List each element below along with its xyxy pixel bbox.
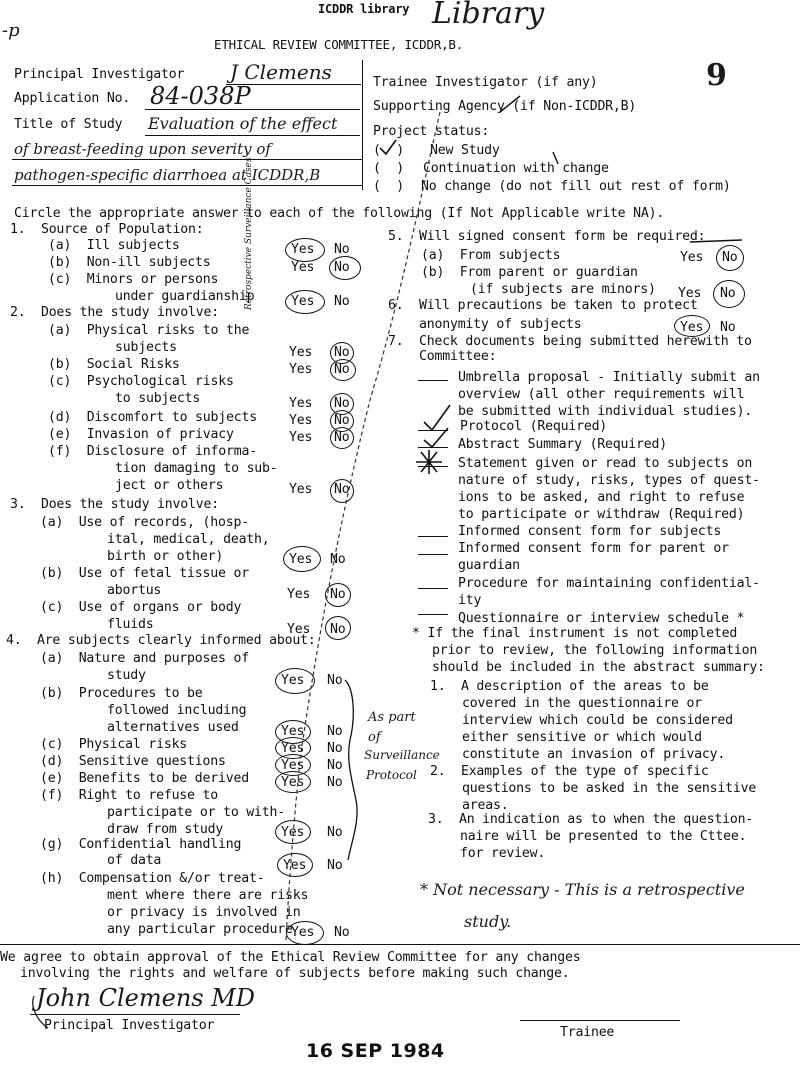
status-checkbox-continuation[interactable]: ( )	[373, 161, 404, 176]
status-continuation-label: Continuation with change	[423, 161, 609, 176]
q4f2: participate or to with-	[107, 805, 286, 820]
footnote-star-3: should be included in the abstract summary:	[432, 660, 765, 675]
doc-questionnaire: Questionnaire or interview schedule *	[458, 611, 745, 626]
q2d-no[interactable]: No	[334, 413, 350, 428]
q6b: anonymity of subjects	[419, 317, 582, 332]
item-1: 1. A description of the areas to be	[430, 679, 709, 694]
q4b: (b) Procedures to be	[40, 686, 203, 701]
q2e-yes[interactable]: Yes	[289, 430, 313, 445]
status-checkbox-new[interactable]: ( )	[373, 143, 404, 158]
q4c: (c) Physical risks	[40, 737, 188, 752]
q6-yes[interactable]: Yes	[680, 320, 704, 335]
doc-consent-parent-2: guardian	[458, 558, 520, 573]
item-2b: questions to be asked in the sensitive	[462, 781, 757, 796]
pi-label: Principal Investigator	[14, 67, 185, 82]
q1b: (b) Non-ill subjects	[48, 255, 211, 270]
q4a-no[interactable]: No	[327, 673, 343, 688]
q4b-yes[interactable]: Yes	[281, 724, 305, 739]
q4g-no[interactable]: No	[327, 858, 343, 873]
q2d: (d) Discomfort to subjects	[48, 410, 257, 425]
q5b-no[interactable]: No	[720, 286, 736, 301]
q2b-no[interactable]: No	[334, 362, 350, 377]
statement-star	[416, 450, 442, 474]
q2f3: ject or others	[115, 478, 224, 493]
doc-umbrella-2: overview (all other requirements will	[458, 387, 745, 402]
q4f-no[interactable]: No	[327, 825, 343, 840]
doc-abstract: Abstract Summary (Required)	[458, 437, 667, 452]
q4-note-line-1: As part	[368, 710, 416, 725]
q5b2: (if subjects are minors)	[470, 282, 656, 297]
doc-statement-4: to participate or withdraw (Required)	[458, 507, 745, 522]
date-stamp: 16 SEP 1984	[306, 1040, 445, 1062]
q4-note-line-3: Surveillance	[364, 748, 440, 762]
q5b-yes[interactable]: Yes	[678, 286, 702, 301]
q4d: (d) Sensitive questions	[40, 754, 226, 769]
q2a: (a) Physical risks to the	[48, 323, 250, 338]
library-stamp: ICDDR library	[318, 2, 410, 16]
q4b-no[interactable]: No	[327, 724, 343, 739]
q1c-yes[interactable]: Yes	[291, 294, 315, 309]
q6-no[interactable]: No	[720, 320, 736, 335]
q1b-no[interactable]: No	[334, 260, 350, 275]
handwritten-note-2: study.	[464, 912, 512, 931]
q1b-yes[interactable]: Yes	[291, 260, 315, 275]
q4b2: followed including	[107, 703, 247, 718]
q4-note-line-2: of	[368, 730, 381, 745]
item-1c: interview which could be considered	[462, 713, 733, 728]
signature-flourish	[33, 996, 48, 1028]
agency-label: Supporting Agency (if Non-ICDDR,B)	[373, 99, 637, 114]
doc-confidentiality: Procedure for maintaining confidential-	[458, 576, 760, 591]
q2f-yes[interactable]: Yes	[289, 482, 313, 497]
q2c: (c) Psychological risks	[48, 374, 234, 389]
item-1b: covered in the questionnaire or	[462, 696, 702, 711]
q2e-no[interactable]: No	[334, 430, 350, 445]
q2c-no[interactable]: No	[334, 396, 350, 411]
q1c: (c) Minors or persons	[48, 272, 219, 287]
q4h3: or privacy is involved in	[107, 905, 301, 920]
footnote-star-2: prior to review, the following information	[432, 643, 758, 658]
doc-statement-2: nature of study, risks, types of quest-	[458, 473, 760, 488]
q4h: (h) Compensation &/or treat-	[40, 871, 265, 886]
q3c2: fluids	[107, 617, 154, 632]
q2a2: subjects	[115, 340, 177, 355]
q4h-no[interactable]: No	[334, 925, 350, 940]
project-status-label: Project status:	[373, 124, 490, 139]
q2a-no[interactable]: No	[334, 345, 350, 360]
agreement-line-1: We agree to obtain approval of the Ethical Review Committee for any changes	[0, 950, 581, 965]
q3: 3. Does the study involve:	[10, 497, 219, 512]
q3c-no[interactable]: No	[330, 622, 346, 637]
q4e-yes[interactable]: Yes	[281, 775, 305, 790]
q4h-yes[interactable]: Yes	[291, 925, 315, 940]
q4e-no[interactable]: No	[327, 775, 343, 790]
q3a3: birth or other)	[107, 549, 224, 564]
item-1e: constitute an invasion of privacy.	[462, 747, 726, 762]
number-mark: 9	[706, 58, 727, 93]
q1a: (a) Ill subjects	[48, 238, 180, 253]
q1-margin-note: Retrospective Surveillance Cases	[244, 157, 254, 310]
q4f: (f) Right to refuse to	[40, 788, 219, 803]
application-label: Application No.	[14, 91, 131, 106]
abstract-check	[424, 428, 448, 447]
q4d-yes[interactable]: Yes	[281, 758, 305, 773]
doc-consent-subjects: Informed consent form for subjects	[458, 524, 722, 539]
na-underline	[690, 240, 742, 242]
pi-value: J Clemens	[230, 60, 332, 84]
q3c: (c) Use of organs or body	[40, 600, 242, 615]
q4-brace	[345, 680, 357, 860]
handwritten-note-1: * Not necessary - This is a retrospective	[420, 880, 745, 899]
q3c-yes[interactable]: Yes	[287, 622, 311, 637]
q4f-yes[interactable]: Yes	[281, 825, 305, 840]
q2b: (b) Social Risks	[48, 357, 180, 372]
q3a: (a) Use of records, (hosp-	[40, 515, 249, 530]
q2e: (e) Invasion of privacy	[48, 427, 234, 442]
trainee-label: Trainee Investigator (if any)	[373, 75, 598, 90]
item-3c: for review.	[460, 846, 546, 861]
q6: 6. Will precautions be taken to protect	[388, 298, 698, 313]
doc-protocol: Protocol (Required)	[460, 419, 608, 434]
q4a: (a) Nature and purposes of	[40, 651, 249, 666]
q4b3: alternatives used	[107, 720, 239, 735]
title-label: Title of Study	[14, 117, 123, 132]
title-value-1: Evaluation of the effect	[148, 114, 338, 133]
q5a: (a) From subjects	[421, 248, 561, 263]
q3a-no[interactable]: No	[330, 552, 346, 567]
doc-statement: Statement given or read to subjects on	[458, 456, 753, 471]
q4a2: study	[107, 668, 146, 683]
q4h4: any particular procedure	[107, 922, 293, 937]
q1a-yes[interactable]: Yes	[291, 242, 315, 257]
form-title: ETHICAL REVIEW COMMITTEE, ICDDR,B.	[214, 37, 464, 52]
q3a2: ital, medical, death,	[107, 532, 270, 547]
q1c2: under guardianship	[115, 289, 255, 304]
q5: 5. Will signed consent form be required:	[388, 229, 706, 244]
item-2c: areas.	[462, 798, 509, 813]
q3b-yes[interactable]: Yes	[287, 587, 311, 602]
item-3: 3. An indication as to when the question-	[428, 812, 754, 827]
status-no-change-label: No change (do not fill out rest of form)	[421, 179, 731, 194]
q3b: (b) Use of fetal tissue or	[40, 566, 249, 581]
status-new-label: New Study	[430, 143, 500, 158]
q3b-no[interactable]: No	[330, 587, 346, 602]
doc-confidentiality-2: ity	[458, 593, 482, 608]
library-handwritten: Library	[432, 0, 545, 31]
doc-umbrella-3: be submitted with individual studies).	[458, 404, 753, 419]
doc-umbrella: Umbrella proposal - Initially submit an	[458, 370, 760, 385]
footnote-star: * If the final instrument is not completed	[412, 626, 738, 641]
doc-statement-3: ions to be asked, and right to refuse	[458, 490, 745, 505]
q4g: (g) Confidential handling	[40, 837, 242, 852]
q5a-yes[interactable]: Yes	[680, 250, 704, 265]
q3a-yes[interactable]: Yes	[289, 552, 313, 567]
item-3b: naire will be presented to the Cttee.	[460, 829, 747, 844]
q4: 4. Are subjects clearly informed about:	[6, 633, 316, 648]
new-study-check	[380, 140, 396, 154]
agency-slash	[500, 96, 520, 112]
q4c-yes[interactable]: Yes	[281, 741, 305, 756]
pi-signature: John Clemens MD	[36, 984, 256, 1012]
status-checkbox-no-change[interactable]: ( )	[373, 179, 404, 194]
q2c-yes[interactable]: Yes	[289, 396, 313, 411]
protocol-check	[424, 405, 450, 430]
q4e: (e) Benefits to be derived	[40, 771, 249, 786]
q2a-yes[interactable]: Yes	[289, 345, 313, 360]
q4c-no[interactable]: No	[327, 741, 343, 756]
q2f: (f) Disclosure of informa-	[48, 444, 257, 459]
instruction: Circle the appropriate answer to each of the following (If Not Applicable write NA).	[14, 206, 665, 221]
title-value-3: pathogen-specific diarrhoea at ICDDR,B	[14, 166, 321, 184]
q2d-yes[interactable]: Yes	[289, 413, 313, 428]
q2: 2. Does the study involve:	[10, 305, 219, 320]
corner-mark: -p	[2, 20, 20, 41]
diagonal-strike	[286, 112, 440, 940]
q7b: Committee:	[419, 349, 497, 364]
q5b: (b) From parent or guardian	[421, 265, 638, 280]
item-2: 2. Examples of the type of specific	[430, 764, 709, 779]
q4a-yes[interactable]: Yes	[281, 673, 305, 688]
item-1d: either sensitive or which would	[462, 730, 702, 745]
q5a-no[interactable]: No	[722, 250, 738, 265]
q7: 7. Check documents being submitted herewith to	[388, 334, 752, 349]
q2f2: tion damaging to sub-	[115, 461, 278, 476]
q1: 1. Source of Population:	[10, 222, 204, 237]
q2f-no[interactable]: No	[334, 482, 350, 497]
doc-consent-parent: Informed consent form for parent or	[458, 541, 729, 556]
q4f3: draw from study	[107, 822, 224, 837]
application-value: 84-038P	[150, 82, 251, 110]
q4d-no[interactable]: No	[327, 758, 343, 773]
continuation-mark	[553, 152, 558, 164]
q1a-no[interactable]: No	[334, 242, 350, 257]
q4h2: ment where there are risks	[107, 888, 309, 903]
q4g-yes[interactable]: Yes	[283, 858, 307, 873]
pi-caption: Principal Investigator	[44, 1018, 215, 1033]
q1c-no[interactable]: No	[334, 294, 350, 309]
q3b2: abortus	[107, 583, 162, 598]
q2b-yes[interactable]: Yes	[289, 362, 313, 377]
title-value-2: of breast-feeding upon severity of	[14, 140, 271, 158]
q2c2: to subjects	[115, 391, 201, 406]
q4g2: of data	[107, 853, 162, 868]
trainee-caption: Trainee	[560, 1025, 615, 1040]
agreement-line-2: involving the rights and welfare of subjects before making such change.	[20, 966, 570, 981]
q4-note-line-4: Protocol	[366, 768, 417, 782]
